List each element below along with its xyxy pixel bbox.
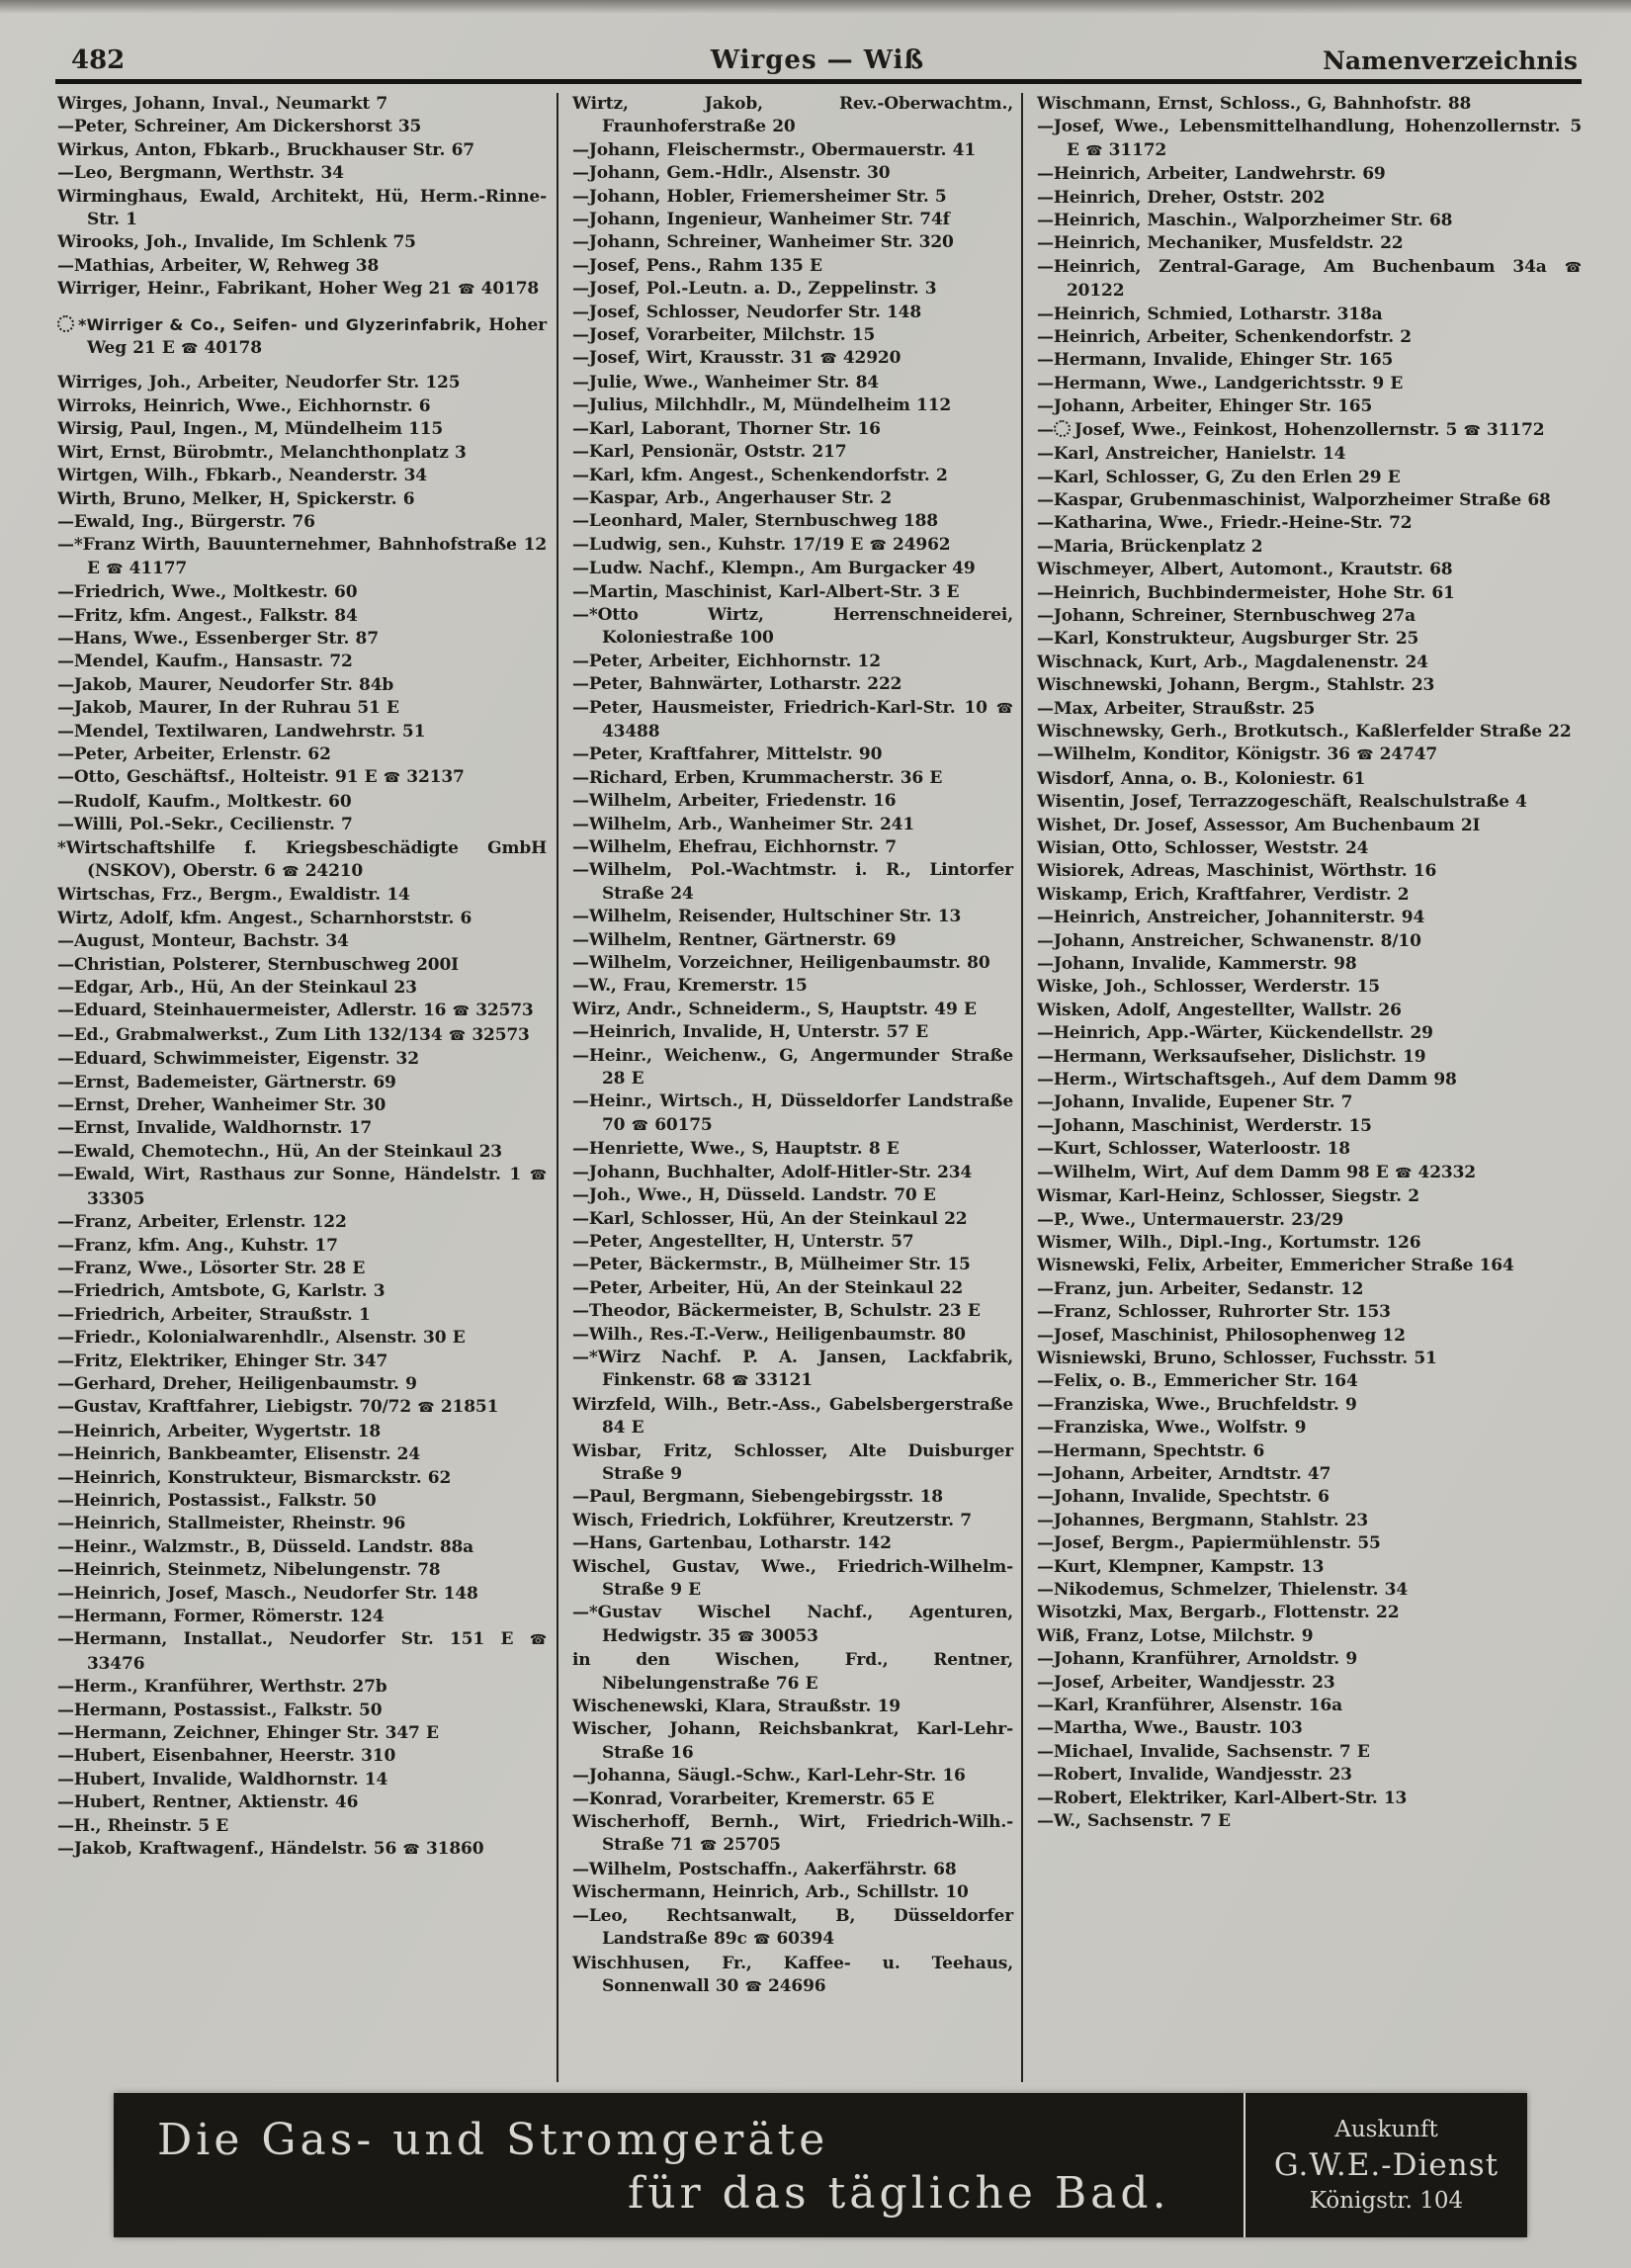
directory-entry: —Johann, Arbeiter, Arndtstr. 47	[1037, 1463, 1331, 1484]
owner-mark: E	[921, 1788, 935, 1809]
directory-entry: —Christian, Polsterer, Sternbuschweg 200I	[57, 954, 459, 975]
directory-entry: —Franz, jun. Arbeiter, Sedanstr. 12	[1037, 1278, 1364, 1299]
directory-entry: —Peter, Bäckermstr., B, Mülheimer Str. 15	[572, 1255, 971, 1275]
page-title: Wirges — Wiß	[710, 45, 925, 75]
directory-entry: —Peter, Angestellter, H, Unterstr. 57	[572, 1231, 914, 1252]
directory-entry: —Peter, Arbeiter, Hü, An der Steinkaul 22	[572, 1277, 964, 1298]
owner-mark: E	[161, 338, 175, 359]
phone-icon: ☎	[452, 1003, 470, 1020]
directory-entry: —Hermann, Spechtstr. 6	[1037, 1440, 1265, 1461]
directory-entry: —Peter, Schreiner, Am Dickershorst 35	[57, 117, 422, 137]
phone-icon: ☎	[699, 1838, 718, 1855]
directory-entry: Wisch, Friedrich, Lokführer, Kreutzerstr. 7	[572, 1510, 972, 1530]
directory-entry: —Heinr., Weichenw., G, Angermunder Straße 28 E	[572, 1045, 1013, 1090]
phone-icon: ☎	[1394, 1165, 1413, 1181]
directory-entry: Wishet, Dr. Josef, Assessor, Am Buchenbaum 2I	[1037, 815, 1481, 835]
directory-entry: —Hermann, Werksaufseher, Dislichstr. 19	[1037, 1046, 1426, 1067]
directory-entry: —Peter, Hausmeister, Friedrich-Karl-Str. 10 ☎ 43488	[572, 697, 1013, 741]
owner-mark: E	[688, 1580, 701, 1600]
directory-entry: —Leo, Rechtsanwalt, B, Düsseldorfer Landstraße 89c ☎ 60394	[572, 1905, 1013, 1950]
directory-entry: —Heinrich, Zentral-Garage, Am Buchenbaum 34a ☎ 20122	[1037, 256, 1582, 302]
directory-entry: —Katharina, Wwe., Friedr.-Heine-Str. 72	[1037, 513, 1413, 534]
directory-entry: —Rudolf, Kaufm., Moltkestr. 60	[57, 791, 352, 812]
column-3	[1021, 93, 1582, 2082]
phone-icon: ☎	[1085, 142, 1103, 159]
owner-mark: E	[946, 581, 960, 602]
directory-entry: —Willi, Pol.-Sekr., Cecilienstr. 7	[57, 815, 353, 835]
owner-mark: E	[386, 698, 399, 719]
directory-entry: —Karl, kfm. Angest., Schenkendorfstr. 2	[572, 465, 948, 485]
directory-entry: —Wilhelm, Pol.-Wachtmstr. i. R., Lintorfer Straße 24	[572, 860, 1013, 904]
directory-entry: —Wilhelm, Arb., Wanheimer Str. 241	[572, 814, 915, 834]
directory-entry: Wirth, Bruno, Melker, H, Spickerstr. 6	[57, 488, 415, 509]
directory-entry: —Josef, Pol.-Leutn. a. D., Zeppelinstr. 3	[572, 279, 937, 300]
directory-entry: —Ernst, Dreher, Wanheimer Str. 30	[57, 1095, 386, 1116]
directory-entry: —Johann, Invalide, Kammerstr. 98	[1037, 954, 1357, 975]
directory-entry: Wischmann, Ernst, Schloss., G, Bahnhofstr. 88	[1037, 94, 1472, 114]
directory-entry: —Heinrich, Maschin., Walporzheimer Str. 68	[1037, 211, 1453, 231]
phone-icon: ☎	[869, 537, 887, 554]
owner-mark: E	[1375, 1162, 1389, 1182]
phone-icon: ☎	[744, 1978, 762, 1995]
directory-entry: —Josef, Pens., Rahm 135 E	[572, 255, 822, 276]
owner-mark: E	[967, 1301, 981, 1322]
wreath-icon	[1054, 420, 1071, 437]
phone-icon: ☎	[995, 700, 1013, 717]
owner-mark: E	[922, 1185, 936, 1206]
directory-entry: —Franziska, Wwe., Wolfstr. 9	[1037, 1418, 1307, 1439]
owner-mark: E	[850, 534, 864, 555]
directory-entry: —Wilhelm, Postschaffn., Aakerfährstr. 68	[572, 1859, 957, 1879]
phone-icon: ☎	[529, 1168, 547, 1184]
directory-entry: —Friedrich, Wwe., Moltkestr. 60	[57, 582, 358, 603]
directory-entry: —Friedrich, Amtsbote, G, Karlstr. 3	[57, 1281, 386, 1302]
directory-entry: —Johann, Anstreicher, Schwanenstr. 8/10	[1037, 930, 1421, 951]
directory-entry: —Johannes, Bergmann, Stahlstr. 23	[1037, 1510, 1369, 1530]
directory-entry: Wischmeyer, Albert, Automont., Krautstr. 68	[1037, 560, 1453, 580]
directory-entry: —Kurt, Schlosser, Waterloostr. 18	[1037, 1139, 1350, 1160]
phone-icon: ☎	[529, 1632, 547, 1649]
directory-entry: —Ernst, Bademeister, Gärtnerstr. 69	[57, 1072, 396, 1092]
directory-entry: —Heinr., Walzmstr., B, Düsseld. Landstr. 88a	[57, 1536, 474, 1557]
directory-entry: —Karl, Pensionär, Oststr. 217	[572, 442, 847, 463]
directory-entry: —Kurt, Klempner, Kampstr. 13	[1037, 1556, 1325, 1577]
directory-entry: Wirkus, Anton, Fbkarb., Bruckhauser Str. 67	[57, 139, 474, 160]
owner-mark: E	[1390, 373, 1404, 393]
directory-entry: —Nikodemus, Schmelzer, Thielenstr. 34	[1037, 1580, 1409, 1600]
directory-columns	[57, 93, 1582, 2082]
directory-entry: —Theodor, Bäckermeister, B, Schulstr. 23 E	[572, 1301, 981, 1322]
directory-entry: —Maria, Brückenplatz 2	[1037, 536, 1263, 557]
directory-entry: —Ewald, Ing., Bürgerstr. 76	[57, 511, 315, 532]
owner-mark: E	[87, 558, 100, 578]
directory-entry: Wischenewski, Klara, Straußstr. 19	[572, 1697, 901, 1717]
directory-entry: —Eduard, Schwimmeister, Eigenstr. 32	[57, 1049, 419, 1070]
directory-entry: —Ernst, Invalide, Waldhornstr. 17	[57, 1118, 373, 1139]
phone-icon: ☎	[180, 341, 199, 358]
directory-entry: —Heinrich, Bankbeamter, Elisenstr. 24	[57, 1444, 420, 1465]
directory-entry: —Martha, Wwe., Baustr. 103	[1037, 1718, 1303, 1739]
directory-entry: Wischnewski, Johann, Bergm., Stahlstr. 23	[1037, 675, 1435, 696]
owner-mark: E	[364, 767, 378, 788]
directory-entry: Wischnack, Kurt, Arb., Magdalenenstr. 24	[1037, 652, 1428, 672]
directory-entry: —Hermann, Installat., Neudorfer Str. 151 E ☎ 33476	[57, 1629, 547, 1674]
owner-mark: E	[500, 1629, 514, 1650]
directory-entry: Wirtz, Jakob, Rev.-Oberwachtm., Fraunhoferstraße 20	[572, 94, 1013, 137]
phone-icon: ☎	[282, 864, 300, 880]
directory-entry: —Karl, Schlosser, G, Zu den Erlen 29 E	[1037, 467, 1401, 487]
phone-icon: ☎	[1463, 422, 1481, 439]
directory-entry: —Wilhelm, Ehefrau, Eichhornstr. 7	[572, 837, 897, 857]
owner-mark: E	[1067, 139, 1079, 160]
directory-entry: Wischerhoff, Bernh., Wirt, Friedrich-Wilh.-Straße 71 ☎ 25705	[572, 1812, 1013, 1856]
directory-entry: —Jakob, Kraftwagenf., Händelstr. 56 ☎ 31860	[57, 1839, 484, 1860]
owner-mark: E	[352, 1258, 366, 1278]
directory-entry: —Julie, Wwe., Wanheimer Str. 84	[572, 372, 879, 393]
column-2	[557, 93, 1021, 2082]
directory-entry: —Herm., Kranführer, Werthstr. 27b	[57, 1677, 387, 1698]
directory-entry: —Felix, o. B., Emmericher Str. 164	[1037, 1371, 1358, 1392]
owner-mark: E	[425, 1723, 439, 1744]
directory-entry: —Heinrich, Mechaniker, Musfeldstr. 22	[1037, 233, 1404, 254]
directory-entry: —Peter, Kraftfahrer, Mittelstr. 90	[572, 744, 883, 765]
directory-entry: —Heinrich, Anstreicher, Johanniterstr. 94	[1037, 908, 1425, 928]
directory-entry: —Hans, Gartenbau, Lotharstr. 142	[572, 1533, 892, 1554]
directory-entry: —*Gustav Wischel Nachf., Agenturen, Hedwigstr. 35 ☎ 30053	[572, 1603, 1013, 1646]
directory-entry: —Karl, Schlosser, Hü, An der Steinkaul 22	[572, 1208, 968, 1229]
ad-headline-line1: Die Gas- und Stromgeräte	[157, 2115, 829, 2165]
wreath-icon	[57, 315, 74, 332]
column-1	[57, 93, 557, 2082]
directory-entry: —Heinrich, Schmied, Lotharstr. 318a	[1037, 304, 1383, 324]
directory-entry: —Kaspar, Grubenmaschinist, Walporzheimer Straße 68	[1037, 489, 1551, 510]
directory-entry: —Ed., Grabmalwerkst., Zum Lith 132/134 ☎ 32573	[57, 1024, 530, 1045]
directory-entry: —Josef, Wwe., Lebensmittelhandlung, Hohenzollernstr. 5 E ☎ 31172	[1037, 117, 1582, 160]
directory-entry: —Wilhelm, Konditor, Königstr. 36 ☎ 24747	[1037, 744, 1438, 765]
ad-company-name: G.W.E.-Dienst	[1273, 2147, 1500, 2183]
directory-entry: —Gustav, Kraftfahrer, Liebigstr. 70/72 ☎ 21851	[57, 1397, 499, 1418]
directory-entry: —Heinr., Wirtsch., H, Düsseldorfer Landstraße 70 ☎ 60175	[572, 1091, 1013, 1135]
phone-icon: ☎	[752, 1932, 771, 1949]
directory-entry: —Fritz, Elektriker, Ehinger Str. 347	[57, 1351, 388, 1371]
directory-entry: —Wilhelm, Vorzeichner, Heiligenbaumstr. 80	[572, 953, 990, 974]
directory-entry: Wirtgen, Wilh., Fbkarb., Neanderstr. 34	[57, 466, 427, 486]
directory-entry: —Paul, Bergmann, Siebengebirgsstr. 18	[572, 1487, 943, 1508]
owner-mark: E	[1218, 1811, 1231, 1832]
directory-entry: Wirroks, Heinrich, Wwe., Eichhornstr. 6	[57, 395, 431, 416]
directory-entry: —Peter, Arbeiter, Erlenstr. 62	[57, 743, 331, 764]
directory-entry: —Josef, Vorarbeiter, Milchstr. 15	[572, 325, 876, 346]
directory-entry: —Johann, Hobler, Friemersheimer Str. 5	[572, 186, 947, 207]
directory-entry: Wirsig, Paul, Ingen., M, Mündelheim 115	[57, 419, 444, 440]
directory-entry: —Mathias, Arbeiter, W, Rehweg 38	[57, 255, 380, 276]
directory-entry: —Wilh., Res.-T.-Verw., Heiligenbaumstr. 80	[572, 1324, 966, 1345]
directory-entry: —Michael, Invalide, Sachsenstr. 7 E	[1037, 1741, 1370, 1762]
directory-entry: Wisian, Otto, Schlosser, Weststr. 24	[1037, 838, 1369, 858]
directory-entry: —Heinrich, Postassist., Falkstr. 50	[57, 1490, 377, 1511]
directory-entry: —Heinrich, Stallmeister, Rheinstr. 96	[57, 1514, 406, 1534]
directory-entry: Wisnewski, Felix, Arbeiter, Emmericher Straße 164	[1037, 1256, 1514, 1276]
owner-mark: E	[452, 1328, 466, 1349]
owner-mark: E	[631, 1418, 644, 1439]
phone-icon: ☎	[1564, 259, 1582, 276]
directory-entry: —Ewald, Wirt, Rasthaus zur Sonne, Händelstr. 1 ☎ 33305	[57, 1165, 547, 1209]
directory-entry: —Heinrich, Dreher, Oststr. 202	[1037, 187, 1326, 208]
directory-entry: —Hermann, Former, Römerstr. 124	[57, 1607, 385, 1626]
directory-entry: —Johann, Kranführer, Arnoldstr. 9	[1037, 1649, 1358, 1670]
directory-entry: —Heinrich, Josef, Masch., Neudorfer Str. 148	[57, 1583, 478, 1604]
directory-entry: —Wilhelm, Wirt, Auf dem Damm 98 E ☎ 42332	[1037, 1162, 1476, 1182]
directory-entry: —Herm., Wirtschaftsgeh., Auf dem Damm 98	[1037, 1070, 1457, 1090]
directory-entry: —Peter, Arbeiter, Eichhornstr. 12	[572, 651, 881, 671]
directory-entry: Wirriger, Heinr., Fabrikant, Hoher Weg 21 ☎ 40178	[57, 279, 540, 300]
directory-entry: —Karl, Konstrukteur, Augsburger Str. 25	[1037, 629, 1419, 650]
owner-mark: E	[215, 1815, 229, 1836]
directory-entry: Wismar, Karl-Heinz, Schlosser, Siegstr. 2	[1037, 1186, 1419, 1207]
directory-entry: Wischermann, Heinrich, Arb., Schillstr. 10	[572, 1882, 969, 1903]
directory-entry: Wischhusen, Fr., Kaffee- u. Teehaus, Sonnenwall 30 ☎ 24696	[572, 1953, 1013, 1996]
owner-mark: E	[929, 767, 943, 788]
directory-entry: —Karl, Kranführer, Alsenstr. 16a	[1037, 1696, 1342, 1716]
directory-entry: —Johann, Maschinist, Werderstr. 15	[1037, 1115, 1372, 1136]
directory-entry: —Hermann, Invalide, Ehinger Str. 165	[1037, 350, 1394, 371]
directory-entry: —Gerhard, Dreher, Heiligenbaumstr. 9	[57, 1373, 417, 1394]
page-number: 482	[71, 45, 126, 75]
directory-entry: Wischel, Gustav, Wwe., Friedrich-Wilhelm-Straße 9 E	[572, 1556, 1013, 1600]
owner-mark: E	[1387, 467, 1401, 487]
phone-icon: ☎	[631, 1117, 648, 1134]
directory-entry: —Hubert, Invalide, Waldhornstr. 14	[57, 1769, 388, 1789]
directory-entry: —Ewald, Chemotechn., Hü, An der Steinkaul 23	[57, 1141, 502, 1162]
directory-entry: —Peter, Bahnwärter, Lotharstr. 222	[572, 674, 902, 695]
owner-mark: E	[809, 255, 822, 276]
directory-entry: —Otto, Geschäftsf., Holteistr. 91 E ☎ 32137	[57, 767, 465, 788]
directory-entry: —H., Rheinstr. 5 E	[57, 1815, 229, 1836]
directory-entry: —Johann, Invalide, Spechtstr. 6	[1037, 1487, 1330, 1508]
phone-icon: ☎	[383, 770, 401, 787]
directory-entry: —Heinrich, App.-Wärter, Kückendellstr. 29	[1037, 1023, 1433, 1044]
directory-entry: —Julius, Milchhdlr., M, Mündelheim 112	[572, 395, 952, 416]
directory-entry: Wiske, Joh., Schlosser, Werderstr. 15	[1037, 977, 1380, 998]
directory-entry: — Josef, Wwe., Feinkost, Hohenzollernstr. 5 ☎ 31172	[1037, 419, 1545, 440]
directory-entry: —Friedr., Kolonialwarenhdlr., Alsenstr. 30 E	[57, 1328, 466, 1349]
directory-entry: —Jakob, Maurer, In der Ruhrau 51 E	[57, 698, 399, 719]
phone-icon: ☎	[106, 561, 124, 577]
directory-entry: —*Wirz Nachf. P. A. Jansen, Lackfabrik, Finkenstr. 68 ☎ 33121	[572, 1347, 1013, 1391]
directory-entry: Wirzfeld, Wilh., Betr.-Ass., Gabelsbergerstraße 84 E	[572, 1394, 1013, 1439]
directory-entry: Wirt, Ernst, Bürobmtr., Melanchthonplatz 3	[57, 442, 467, 463]
directory-entry: —Josef, Bergm., Papiermühlenstr. 55	[1037, 1533, 1381, 1554]
directory-entry: —Jakob, Maurer, Neudorfer Str. 84b	[57, 674, 394, 695]
directory-entry: —Richard, Erben, Krummacherstr. 36 E	[572, 767, 943, 788]
directory-entry: —*Otto Wirtz, Herrenschneiderei, Koloniestraße 100	[572, 604, 1013, 649]
phone-icon: ☎	[448, 1027, 467, 1044]
directory-entry: —*Franz Wirth, Bauunternehmer, Bahnhofstraße 12 E ☎ 41177	[57, 535, 547, 578]
directory-entry: —Johann, Arbeiter, Ehinger Str. 165	[1037, 396, 1373, 417]
directory-entry: Wischer, Johann, Reichsbankrat, Karl-Lehr-Straße 16	[572, 1719, 1013, 1763]
directory-entry: Wirtschas, Frz., Bergm., Ewaldistr. 14	[57, 885, 410, 906]
directory-entry: —Hans, Wwe., Essenberger Str. 87	[57, 628, 379, 649]
directory-entry: —Karl, Anstreicher, Hanielstr. 14	[1037, 444, 1346, 465]
directory-entry: —W., Sachsenstr. 7 E	[1037, 1811, 1231, 1832]
page-header	[57, 30, 1578, 75]
directory-entry: —W., Frau, Kremerstr. 15	[572, 976, 808, 997]
directory-entry: Wirtz, Adolf, kfm. Angest., Scharnhorststr. 6	[57, 908, 472, 928]
directory-entry: —Johann, Schreiner, Wanheimer Str. 320	[572, 232, 954, 253]
owner-mark: E	[631, 1069, 644, 1090]
directory-entry: —Friedrich, Arbeiter, Straußstr. 1	[57, 1304, 371, 1325]
directory-entry: —Joh., Wwe., H, Düsseld. Landstr. 70 E	[572, 1185, 936, 1206]
directory-entry: —Heinrich, Steinmetz, Nibelungenstr. 78	[57, 1560, 441, 1581]
directory-entry: —Eduard, Steinhauermeister, Adlerstr. 16 ☎ 32573	[57, 1001, 534, 1021]
directory-entry: —Johann, Buchhalter, Adolf-Hitler-Str. 234	[572, 1162, 973, 1182]
directory-entry: —Josef, Schlosser, Neudorfer Str. 148	[572, 302, 922, 322]
directory-entry: —Fritz, kfm. Angest., Falkstr. 84	[57, 605, 358, 626]
directory-entry: Wisentin, Josef, Terrazzogeschäft, Realschulstraße 4	[1037, 792, 1527, 813]
directory-entry: —Heinrich, Arbeiter, Schenkendorfstr. 2	[1037, 327, 1412, 348]
directory-entry: Wisdorf, Anna, o. B., Koloniestr. 61	[1037, 768, 1366, 789]
ad-company-address: Königstr. 104	[1309, 2188, 1464, 2214]
directory-entry: —Johann, Schreiner, Sternbuschweg 27a	[1037, 605, 1416, 626]
directory-entry: —Konrad, Vorarbeiter, Kremerstr. 65 E	[572, 1788, 935, 1809]
directory-entry: —Hermann, Zeichner, Ehinger Str. 347 E	[57, 1723, 439, 1744]
phone-icon: ☎	[730, 1373, 749, 1390]
directory-entry: Wisken, Adolf, Angestellter, Wallstr. 26	[1037, 1000, 1402, 1020]
directory-entry: —Franziska, Wwe., Bruchfeldstr. 9	[1037, 1394, 1357, 1415]
owner-mark: E	[915, 1022, 929, 1043]
directory-entry: —Heinrich, Buchbindermeister, Hohe Str. 61	[1037, 582, 1455, 603]
directory-entry: Wiskamp, Erich, Kraftfahrer, Verdistr. 2	[1037, 884, 1410, 905]
directory-entry: Wirooks, Joh., Invalide, Im Schlenk 75	[57, 232, 416, 253]
advertisement-text	[114, 2093, 1244, 2237]
directory-entry: —P., Wwe., Untermauerstr. 23/29	[1037, 1209, 1343, 1230]
directory-entry: —August, Monteur, Bachstr. 34	[57, 931, 349, 952]
ad-info-label: Auskunft	[1334, 2117, 1438, 2142]
directory-entry: *Wirtschaftshilfe f. Kriegsbeschädigte GmbH (NSKOV), Oberstr. 6 ☎ 24210	[57, 837, 547, 881]
directory-entry: —Hubert, Eisenbahner, Heerstr. 310	[57, 1746, 396, 1767]
directory-entry: —Robert, Invalide, Wandjesstr. 23	[1037, 1765, 1352, 1786]
directory-entry: —Josef, Maschinist, Philosophenweg 12	[1037, 1325, 1406, 1346]
directory-entry: —Franz, kfm. Ang., Kuhstr. 17	[57, 1235, 338, 1256]
directory-entry: —Wilhelm, Reisender, Hultschiner Str. 13	[572, 907, 962, 927]
directory-entry: —Hermann, Postassist., Falkstr. 50	[57, 1700, 383, 1720]
directory-entry: —Johann, Ingenieur, Wanheimer Str. 74f	[572, 210, 950, 230]
header-rule	[55, 79, 1582, 84]
directory-entry: —Josef, Wirt, Krausstr. 31 ☎ 42920	[572, 348, 901, 369]
directory-entry: —Robert, Elektriker, Karl-Albert-Str. 13	[1037, 1788, 1408, 1808]
directory-entry: Wismer, Wilh., Dipl.-Ing., Kortumstr. 126	[1037, 1232, 1421, 1253]
phone-icon: ☎	[458, 282, 475, 299]
directory-entry: —Ludwig, sen., Kuhstr. 17/19 E ☎ 24962	[572, 534, 951, 555]
phone-icon: ☎	[417, 1400, 435, 1417]
directory-entry: Wirz, Andr., Schneiderm., S, Hauptstr. 49 E	[572, 999, 977, 1019]
directory-entry: —Johann, Gem.-Hdlr., Alsenstr. 30	[572, 163, 891, 184]
directory-entry: —Heinrich, Invalide, H, Unterstr. 57 E	[572, 1022, 929, 1043]
directory-entry: —Franz, Wwe., Lösorter Str. 28 E	[57, 1258, 366, 1278]
phone-icon: ☎	[819, 351, 837, 368]
advertisement-contact	[1244, 2093, 1527, 2237]
directory-entry: —Johanna, Säugl.-Schw., Karl-Lehr-Str. 16	[572, 1766, 966, 1787]
directory-entry: Wisniewski, Bruno, Schlosser, Fuchsstr. 51	[1037, 1348, 1437, 1368]
directory-entry: Wisiorek, Adreas, Maschinist, Wörthstr. 16	[1037, 861, 1437, 882]
directory-entry: —Mendel, Kaufm., Hansastr. 72	[57, 652, 353, 672]
directory-entry: —Heinrich, Konstrukteur, Bismarckstr. 62	[57, 1467, 452, 1488]
owner-mark: E	[1356, 1741, 1370, 1762]
directory-entry: —Max, Arbeiter, Straußstr. 25	[1037, 698, 1316, 719]
directory-entry: Wirminghaus, Ewald, Architekt, Hü, Herm.-Rinne-Str. 1	[57, 186, 547, 230]
directory-entry: —Karl, Laborant, Thorner Str. 16	[572, 418, 881, 439]
directory-entry: —Josef, Arbeiter, Wandjesstr. 23	[1037, 1672, 1335, 1693]
directory-entry: —Leonhard, Maler, Sternbuschweg 188	[572, 511, 938, 532]
directory-entry: Wiß, Franz, Lotse, Milchstr. 9	[1037, 1625, 1314, 1646]
directory-entry: —Heinrich, Arbeiter, Landwehrstr. 69	[1037, 164, 1386, 185]
directory-entry: —Martin, Maschinist, Karl-Albert-Str. 3 E	[572, 581, 960, 602]
directory-entry: Wisbar, Fritz, Schlosser, Alte Duisburger Straße 9	[572, 1440, 1013, 1484]
directory-entry: —Franz, Schlosser, Ruhrorter Str. 153	[1037, 1302, 1391, 1323]
directory-entry: *Wirriger & Co., Seifen- und Glyzerinfabrik, Hoher Weg 21 E ☎ 40178	[57, 313, 547, 362]
directory-entry: —Henriette, Wwe., S, Hauptstr. 8 E	[572, 1139, 900, 1160]
directory-entry: —Mendel, Textilwaren, Landwehrstr. 51	[57, 721, 426, 741]
directory-entry: —Hermann, Wwe., Landgerichtsstr. 9 E	[1037, 373, 1404, 393]
directory-entry: —Ludw. Nachf., Klempn., Am Burgacker 49	[572, 559, 976, 579]
directory-entry: —Kaspar, Arb., Angerhauser Str. 2	[572, 487, 893, 508]
owner-mark: E	[963, 999, 977, 1019]
owner-mark: E	[805, 1673, 818, 1694]
phone-icon: ☎	[402, 1842, 420, 1859]
directory-entry: —Johann, Invalide, Eupener Str. 7	[1037, 1092, 1353, 1113]
directory-entry: —Heinrich, Arbeiter, Wygertstr. 18	[57, 1421, 382, 1441]
directory-entry: Wischnewsky, Gerh., Brotkutsch., Kaßlerfelder Straße 22	[1037, 721, 1572, 741]
directory-entry: Wisotzki, Max, Bergarb., Flottenstr. 22	[1037, 1603, 1400, 1623]
directory-entry: —Hubert, Rentner, Aktienstr. 46	[57, 1792, 359, 1813]
directory-entry: —Leo, Bergmann, Werthstr. 34	[57, 163, 344, 184]
directory-entry: —Edgar, Arb., Hü, An der Steinkaul 23	[57, 978, 417, 999]
directory-entry: —Franz, Arbeiter, Erlenstr. 122	[57, 1212, 347, 1233]
phone-icon: ☎	[736, 1628, 755, 1645]
directory-entry: in den Wischen, Frd., Rentner, Nibelungenstraße 76 E	[572, 1650, 1013, 1694]
phone-icon: ☎	[1356, 747, 1374, 764]
directory-entry: —Wilhelm, Rentner, Gärtnerstr. 69	[572, 929, 897, 950]
directory-entry: Wirges, Johann, Inval., Neumarkt 7	[57, 94, 388, 114]
section-title: Namenverzeichnis	[1323, 46, 1578, 75]
directory-entry: —Wilhelm, Arbeiter, Friedenstr. 16	[572, 791, 897, 812]
owner-mark: E	[886, 1139, 900, 1160]
directory-entry: Wirriges, Joh., Arbeiter, Neudorfer Str. 125	[57, 373, 461, 393]
ad-headline-line2: für das tägliche Bad.	[628, 2168, 1170, 2219]
directory-entry: —Johann, Fleischermstr., Obermauerstr. 41	[572, 139, 976, 160]
advertisement	[114, 2093, 1527, 2237]
